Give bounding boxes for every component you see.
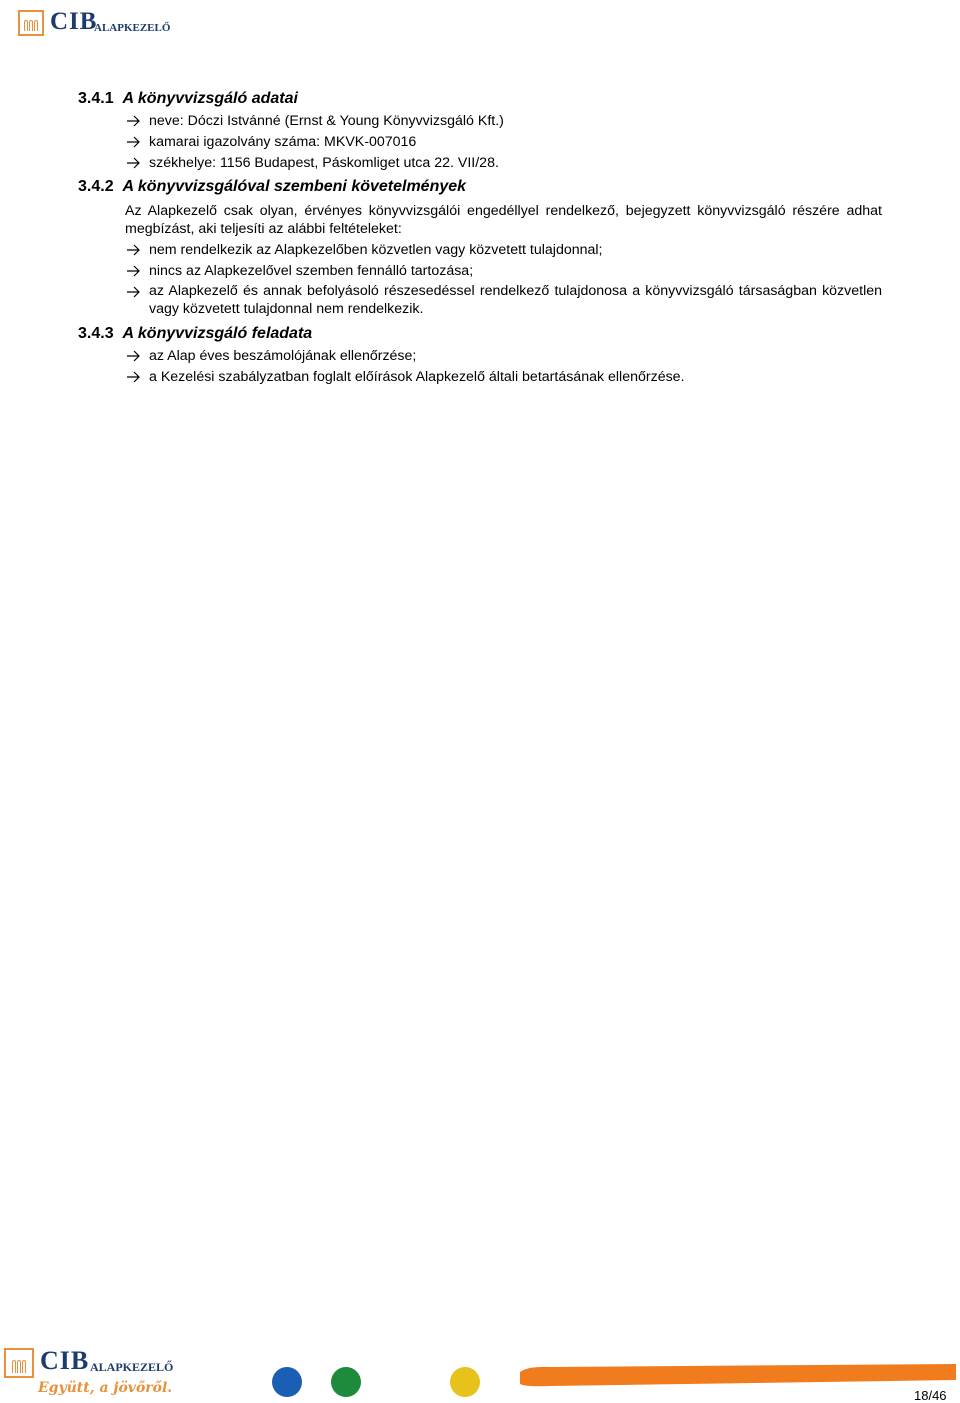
- list-item: nem rendelkezik az Alapkezelőben közvetlen vagy közvetett tulajdonnal;: [149, 242, 603, 258]
- header-logo: [18, 8, 171, 38]
- arrow-right-icon: [126, 370, 142, 384]
- footer-logo: [4, 1346, 174, 1402]
- logo-mark-icon: [18, 10, 44, 36]
- section-title: A könyvvizsgáló adatai: [122, 90, 298, 107]
- section-title: A könyvvizsgálóval szembeni követelmények: [122, 178, 467, 195]
- logo-brand: CIB: [50, 8, 98, 35]
- arrow-right-icon: [126, 114, 142, 128]
- section-intro-paragraph: Az Alapkezelő csak olyan, érvényes könyvvizsgálói engedéllyel rendelkező, bejegyzett könyvvizsgáló részére adhat megbízást, aki teljesíti az alábbi feltételeket:: [125, 203, 882, 237]
- list-item: a Kezelési szabályzatban foglalt előírások Alapkezelő általi betartásának ellenőrzése.: [149, 369, 685, 385]
- list-item: nincs az Alapkezelővel szemben fennálló tartozása;: [149, 263, 474, 279]
- section-heading-3-4-2: [78, 178, 466, 196]
- section-heading-3-4-3: [78, 325, 312, 343]
- logo-subtitle: ALAPKEZELŐ: [94, 22, 171, 34]
- section-number: 3.4.3: [78, 325, 114, 342]
- logo-subtitle: ALAPKEZELŐ: [90, 1360, 174, 1374]
- list-item: az Alapkezelő és annak befolyásoló részesedéssel rendelkező tulajdonosa a könyvvizsgáló társaságban közvetlen vagy közvetett tulajdonnal nem rendelkezik.: [149, 283, 882, 317]
- list-item: az Alap éves beszámolójának ellenőrzése;: [149, 348, 417, 364]
- arrow-right-icon: [126, 156, 142, 170]
- yellow-dot: [450, 1367, 480, 1397]
- section-number: 3.4.1: [78, 90, 114, 107]
- list-item: neve: Dóczi Istvánné (Ernst & Young Könyvvizsgáló Kft.): [149, 113, 504, 129]
- section-title: A könyvvizsgáló feladata: [122, 325, 313, 342]
- section-heading-3-4-1: [78, 90, 298, 108]
- arrow-right-icon: [126, 349, 142, 363]
- list-item: kamarai igazolvány száma: MKVK-007016: [149, 134, 417, 150]
- list-item: székhelye: 1156 Budapest, Páskomliget utca 22. VII/28.: [149, 155, 499, 171]
- green-dot: [331, 1367, 361, 1397]
- arrow-right-icon: [126, 243, 142, 257]
- section-number: 3.4.2: [78, 178, 114, 195]
- arrow-right-icon: [126, 285, 142, 299]
- logo-brand: CIB: [40, 1346, 90, 1375]
- logo-mark-icon: [4, 1348, 34, 1378]
- arrow-right-icon: [126, 264, 142, 278]
- footer-orange-stripe: [520, 1362, 956, 1392]
- blue-dot: [272, 1367, 302, 1397]
- arrow-right-icon: [126, 135, 142, 149]
- footer-slogan: Együtt, a jövőről.: [38, 1380, 173, 1396]
- page-number: 18/46: [914, 1388, 947, 1403]
